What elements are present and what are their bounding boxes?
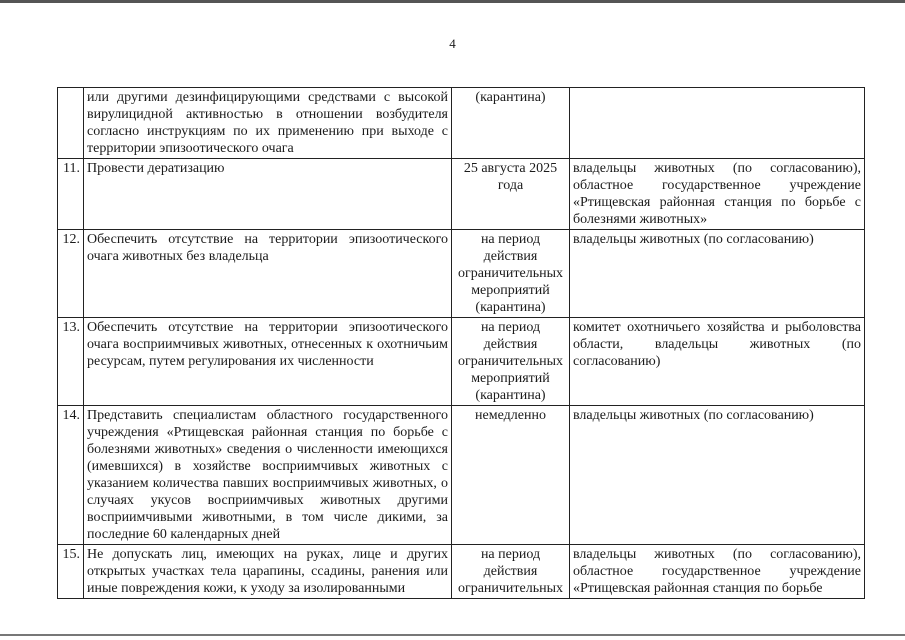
responsible-cell: владельцы животных (по согласованию)	[570, 230, 865, 318]
bottom-border-line	[0, 634, 905, 636]
action-cell: Обеспечить отсутствие на территории эпизоотического очага животных без владельца	[84, 230, 452, 318]
term-cell: 25 августа 2025 года	[452, 159, 570, 230]
action-cell: Провести дератизацию	[84, 159, 452, 230]
responsible-cell: комитет охотничьего хозяйства и рыболовства области, владельцы животных (по согласованию)	[570, 318, 865, 406]
responsible-cell	[570, 88, 865, 159]
responsible-cell: владельцы животных (по согласованию), областное государственное учреждение «Ртищевская районная станция по борьбе с болезнями животных»	[570, 159, 865, 230]
term-cell: немедленно	[452, 406, 570, 545]
table-row	[58, 545, 865, 599]
term-cell: на период действия ограничительных	[452, 545, 570, 599]
action-cell: или другими дезинфицирующими средствами с высокой вирулицидной активностью в отношении возбудителя согласно инструкциям по их применению при выходе с территории эпизоотического очага	[84, 88, 452, 159]
row-number: 12.	[58, 230, 84, 318]
responsible-cell: владельцы животных (по согласованию)	[570, 406, 865, 545]
action-cell: Представить специалистам областного государственного учреждения «Ртищевская районная станция по борьбе с болезнями животных» сведения о численности имеющихся (имевшихся) в хозяйстве восприимчивых животных с указанием количества павших восприимчивых животных, о случаях укусов восприимчивых животных другими восприимчивыми животными, в том числе дикими, за последние 60 календарных дней	[84, 406, 452, 545]
term-cell: на период действия ограничительных мероприятий (карантина)	[452, 318, 570, 406]
row-number: 11.	[58, 159, 84, 230]
table-row	[58, 230, 865, 318]
top-border-line	[0, 0, 905, 3]
table-row	[58, 88, 865, 159]
term-cell: (карантина)	[452, 88, 570, 159]
table-row	[58, 318, 865, 406]
table-row	[58, 159, 865, 230]
action-cell: Не допускать лиц, имеющих на руках, лице и других открытых участках тела царапины, ссадины, ранения или иные повреждения кожи, к уходу за изолированными	[84, 545, 452, 599]
row-number: 13.	[58, 318, 84, 406]
measures-table	[57, 87, 865, 599]
row-number: 15.	[58, 545, 84, 599]
row-number: 14.	[58, 406, 84, 545]
term-cell: на период действия ограничительных мероприятий (карантина)	[452, 230, 570, 318]
responsible-cell: владельцы животных (по согласованию), областное государственное учреждение «Ртищевская районная станция по борьбе	[570, 545, 865, 599]
table-row	[58, 406, 865, 545]
row-number	[58, 88, 84, 159]
page-number: 4	[449, 36, 456, 51]
action-cell: Обеспечить отсутствие на территории эпизоотического очага восприимчивых животных, отнесенных к охотничьим ресурсам, путем регулирования их численности	[84, 318, 452, 406]
